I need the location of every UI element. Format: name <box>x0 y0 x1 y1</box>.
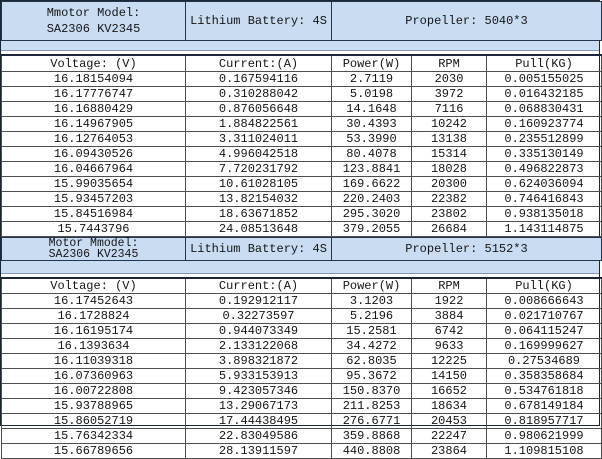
motor-model-line2: SA2306 KV2345 <box>48 248 139 261</box>
table-cell: 10242 <box>412 117 487 132</box>
table-cell: 26684 <box>412 222 487 237</box>
table-cell: 16.1393634 <box>2 339 186 354</box>
col-header-power: Power(W) <box>332 278 412 294</box>
motor-model-cell <box>2 2 186 41</box>
table-cell: 169.6622 <box>332 177 412 192</box>
table-row <box>2 399 602 414</box>
table-cell: 16.16880429 <box>2 102 186 117</box>
motor-model-line1: Motor Mmodel: <box>48 237 139 250</box>
table-cell: 30.4393 <box>332 117 412 132</box>
table-row <box>2 117 602 132</box>
table-cell: 0.167594116 <box>186 72 332 87</box>
table-cell: 211.8253 <box>332 399 412 414</box>
col-header-pull: Pull(KG) <box>487 55 602 72</box>
table-cell: 220.2403 <box>332 192 412 207</box>
separator-band <box>1 41 599 51</box>
table-cell: 5.2196 <box>332 309 412 324</box>
data-table-5152 <box>1 277 602 459</box>
table-row <box>2 429 602 444</box>
col-header-current: Current:(A) <box>186 55 332 72</box>
table-cell: 16.09430526 <box>2 147 186 162</box>
motor-model-line1: Mmotor Model: <box>46 6 141 20</box>
table-row <box>2 222 602 237</box>
table-section-5040 <box>1 1 599 237</box>
table-cell: 24.08513648 <box>186 222 332 237</box>
table-cell: 95.3672 <box>332 369 412 384</box>
data-rows <box>2 294 602 459</box>
table-cell: 0.335130149 <box>487 147 602 162</box>
table-cell: 53.3990 <box>332 132 412 147</box>
motor-model-line2: SA2306 KV2345 <box>46 22 141 36</box>
table-cell: 20453 <box>412 414 487 429</box>
col-header-voltage: Voltage: (V) <box>2 55 186 72</box>
table-cell: 14150 <box>412 369 487 384</box>
table-cell: 0.818957717 <box>487 414 602 429</box>
table-section-5152 <box>1 237 599 459</box>
table-cell: 0.068830431 <box>487 102 602 117</box>
column-header-row <box>2 278 602 294</box>
table-cell: 1.143114875 <box>487 222 602 237</box>
table-cell: 16.07360963 <box>2 369 186 384</box>
table-cell: 17.44438495 <box>186 414 332 429</box>
table-cell: 0.192912117 <box>186 294 332 309</box>
propeller-cell: Propeller: 5152*3 <box>332 238 602 261</box>
table-cell: 440.8808 <box>332 444 412 459</box>
table-cell: 3.311024011 <box>186 132 332 147</box>
table-cell: 10.61028105 <box>186 177 332 192</box>
table-cell: 14.1648 <box>332 102 412 117</box>
table-cell: 0.021710767 <box>487 309 602 324</box>
table-cell: 0.534761818 <box>487 384 602 399</box>
table-row <box>2 102 602 117</box>
table-cell: 2.7119 <box>332 72 412 87</box>
table-cell: 276.6771 <box>332 414 412 429</box>
table-cell: 0.160923774 <box>487 117 602 132</box>
table-cell: 18028 <box>412 162 487 177</box>
header-row <box>2 2 602 41</box>
table-cell: 0.678149184 <box>487 399 602 414</box>
data-rows <box>2 72 602 237</box>
table-row <box>2 294 602 309</box>
col-header-voltage: Voltage: (V) <box>2 278 186 294</box>
data-table-5040 <box>1 54 602 237</box>
table-row <box>2 354 602 369</box>
table-cell: 0.064115247 <box>487 324 602 339</box>
table-cell: 15.2581 <box>332 324 412 339</box>
table-cell: 12225 <box>412 354 487 369</box>
table-cell: 3.1203 <box>332 294 412 309</box>
propeller-cell: Propeller: 5040*3 <box>332 2 602 41</box>
table-cell: 28.13911597 <box>186 444 332 459</box>
table-cell: 15314 <box>412 147 487 162</box>
table-cell: 0.980621999 <box>487 429 602 444</box>
table-cell: 9.423057346 <box>186 384 332 399</box>
table-cell: 2030 <box>412 72 487 87</box>
table-row <box>2 177 602 192</box>
table-cell: 23802 <box>412 207 487 222</box>
table-cell: 1.109815108 <box>487 444 602 459</box>
table-row <box>2 369 602 384</box>
table-cell: 16.17452643 <box>2 294 186 309</box>
table-cell: 0.235512899 <box>487 132 602 147</box>
table-cell: 359.8868 <box>332 429 412 444</box>
table-cell: 1922 <box>412 294 487 309</box>
table-cell: 18.63671852 <box>186 207 332 222</box>
table-row <box>2 162 602 177</box>
table-cell: 15.66789656 <box>2 444 186 459</box>
table-cell: 15.7443796 <box>2 222 186 237</box>
table-cell: 16652 <box>412 384 487 399</box>
table-row <box>2 309 602 324</box>
col-header-current: Current:(A) <box>186 278 332 294</box>
table-cell: 16.14967905 <box>2 117 186 132</box>
table-row <box>2 132 602 147</box>
table-cell: 13.29067173 <box>186 399 332 414</box>
table-cell: 0.746416843 <box>487 192 602 207</box>
table-cell: 13.82154032 <box>186 192 332 207</box>
table-cell: 0.496822873 <box>487 162 602 177</box>
table-cell: 0.008666643 <box>487 294 602 309</box>
table-cell: 379.2055 <box>332 222 412 237</box>
table-row <box>2 207 602 222</box>
table-cell: 3884 <box>412 309 487 324</box>
table-header-5152 <box>1 237 602 261</box>
table-cell: 3972 <box>412 87 487 102</box>
table-cell: 3.898321872 <box>186 354 332 369</box>
table-cell: 16.00722808 <box>2 384 186 399</box>
table-cell: 16.04667964 <box>2 162 186 177</box>
table-cell: 15.86052719 <box>2 414 186 429</box>
table-cell: 0.016432185 <box>487 87 602 102</box>
motor-model-cell <box>2 238 186 261</box>
table-cell: 123.8841 <box>332 162 412 177</box>
table-cell: 1.884822561 <box>186 117 332 132</box>
header-row <box>2 238 602 261</box>
table-cell: 18634 <box>412 399 487 414</box>
table-cell: 7116 <box>412 102 487 117</box>
table-cell: 22382 <box>412 192 487 207</box>
table-cell: 0.310288042 <box>186 87 332 102</box>
table-cell: 7.720231792 <box>186 162 332 177</box>
table-cell: 16.1728824 <box>2 309 186 324</box>
col-header-pull: Pull(KG) <box>487 278 602 294</box>
table-cell: 0.358358684 <box>487 369 602 384</box>
table-row <box>2 444 602 459</box>
table-cell: 16.11039318 <box>2 354 186 369</box>
column-header-row <box>2 55 602 72</box>
table-cell: 9633 <box>412 339 487 354</box>
table-cell: 16.18154094 <box>2 72 186 87</box>
table-cell: 16.16195174 <box>2 324 186 339</box>
table-cell: 150.8370 <box>332 384 412 399</box>
table-cell: 6742 <box>412 324 487 339</box>
table-cell: 295.3020 <box>332 207 412 222</box>
table-header-5040 <box>1 1 602 41</box>
table-cell: 62.8035 <box>332 354 412 369</box>
table-cell: 2.133122068 <box>186 339 332 354</box>
table-cell: 23864 <box>412 444 487 459</box>
table-cell: 5.0198 <box>332 87 412 102</box>
table-cell: 0.944073349 <box>186 324 332 339</box>
table-cell: 0.624036094 <box>487 177 602 192</box>
table-cell: 0.32273597 <box>186 309 332 324</box>
table-cell: 80.4078 <box>332 147 412 162</box>
table-cell: 5.933153913 <box>186 369 332 384</box>
table-cell: 13138 <box>412 132 487 147</box>
table-row <box>2 339 602 354</box>
table-cell: 15.93788965 <box>2 399 186 414</box>
table-row <box>2 324 602 339</box>
table-cell: 15.76342334 <box>2 429 186 444</box>
separator-band <box>1 261 599 274</box>
table-cell: 0.27534689 <box>487 354 602 369</box>
table-cell: 34.4272 <box>332 339 412 354</box>
col-header-rpm: RPM <box>412 55 487 72</box>
table-cell: 15.93457203 <box>2 192 186 207</box>
table-cell: 0.938135018 <box>487 207 602 222</box>
table-cell: 22247 <box>412 429 487 444</box>
table-cell: 22.83049586 <box>186 429 332 444</box>
table-cell: 0.005155025 <box>487 72 602 87</box>
table-cell: 15.84516984 <box>2 207 186 222</box>
battery-cell: Lithium Battery: 4S <box>186 2 332 41</box>
col-header-power: Power(W) <box>332 55 412 72</box>
table-row <box>2 72 602 87</box>
table-cell: 0.169999627 <box>487 339 602 354</box>
table-cell: 20300 <box>412 177 487 192</box>
table-cell: 16.12764053 <box>2 132 186 147</box>
table-cell: 4.996042518 <box>186 147 332 162</box>
battery-cell: Lithium Battery: 4S <box>186 238 332 261</box>
table-row <box>2 147 602 162</box>
table-cell: 0.876056648 <box>186 102 332 117</box>
table-cell: 15.99035654 <box>2 177 186 192</box>
table-row <box>2 414 602 429</box>
table-cell: 16.17776747 <box>2 87 186 102</box>
table-row <box>2 192 602 207</box>
table-row <box>2 87 602 102</box>
table-row <box>2 384 602 399</box>
col-header-rpm: RPM <box>412 278 487 294</box>
